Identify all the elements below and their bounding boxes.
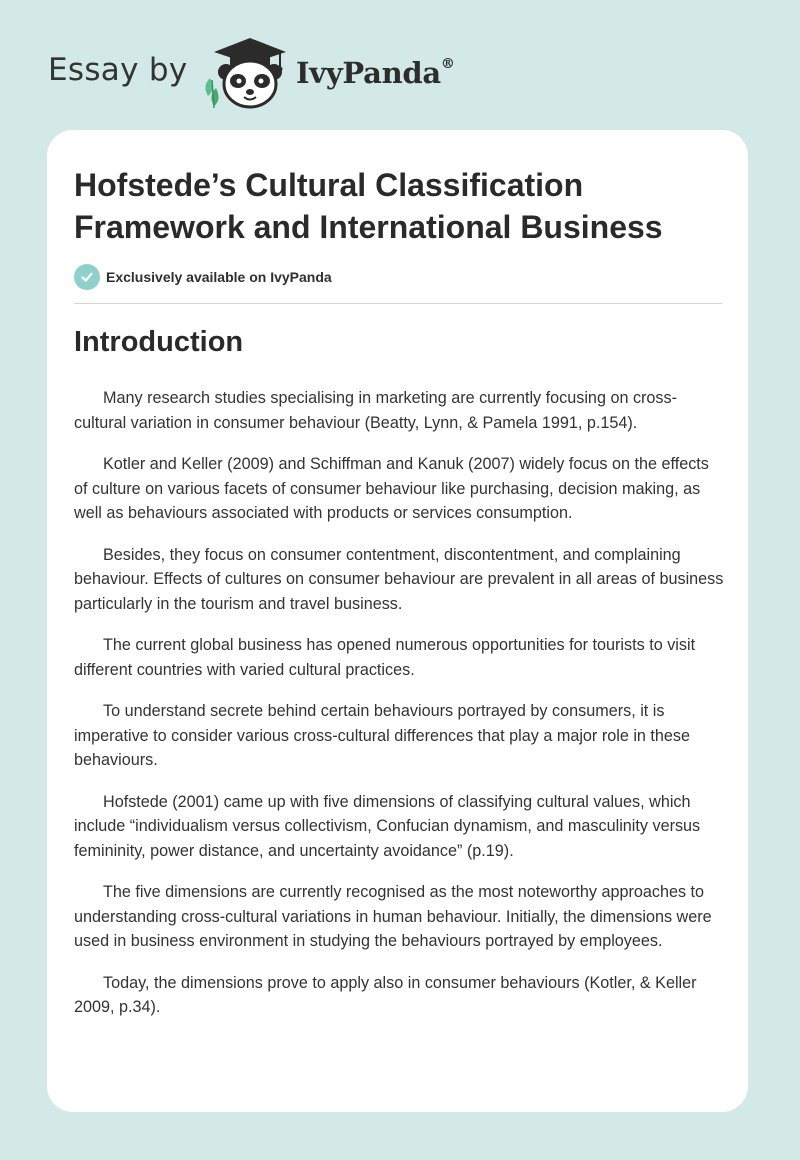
exclusive-badge (74, 264, 332, 290)
panda-logo-icon[interactable] (200, 34, 296, 110)
exclusive-label: Exclusively available on IvyPanda (106, 269, 332, 285)
article-body (74, 386, 726, 1037)
paragraph: Today, the dimensions prove to apply also in consumer behaviours (Kotler, & Keller 2009, p.34). (74, 973, 697, 1016)
paragraph: The current global business has opened numerous opportunities for tourists to visit different countries with varied cultural practices. (74, 636, 696, 679)
essay-by-label: Essay by (48, 52, 188, 88)
paragraph: To understand secrete behind certain behaviours portrayed by consumers, it is imperative to consider various cross-cultural differences that play a major role in these behaviours. (74, 702, 691, 769)
registered-mark: ® (440, 56, 455, 73)
section-heading: Introduction (74, 326, 244, 358)
site-header (0, 0, 800, 130)
article-card (47, 130, 748, 1112)
check-icon (74, 264, 100, 290)
paragraph: Many research studies specialising in marketing are currently focusing on cross-cultural variation in consumer behaviour (Beatty, Lynn, & Pamela 1991, p.154). (74, 389, 678, 432)
brand-name[interactable] (296, 56, 455, 90)
brand-text: IvyPanda (296, 56, 441, 90)
divider (74, 303, 722, 304)
paragraph: Kotler and Keller (2009) and Schiffman and Kanuk (2007) widely focus on the effects of culture on various facets of consumer behaviour like purchasing, decision making, as well as behaviours associated with products or services consumption. (74, 455, 709, 522)
paragraph: Besides, they focus on consumer contentment, discontentment, and complaining behaviour. Effects of cultures on consumer behaviour are prevalent in all areas of business particularly in the tourism and travel business. (74, 545, 724, 613)
paragraph: Hofstede (2001) came up with five dimensions of classifying cultural values, which include “individualism versus collectivism, Confucian dynamism, and masculinity versus femininity, power distance, and uncertainty avoidance” (p.19). (74, 792, 701, 860)
article-title: Hofstede’s Cultural Classification Framework and International Business (74, 167, 663, 245)
paragraph: The five dimensions are currently recognised as the most noteworthy approaches to understanding cross-cultural variations in human behaviour. Initially, the dimensions were used in business environment in studying the behaviours portrayed by employees. (74, 883, 712, 950)
